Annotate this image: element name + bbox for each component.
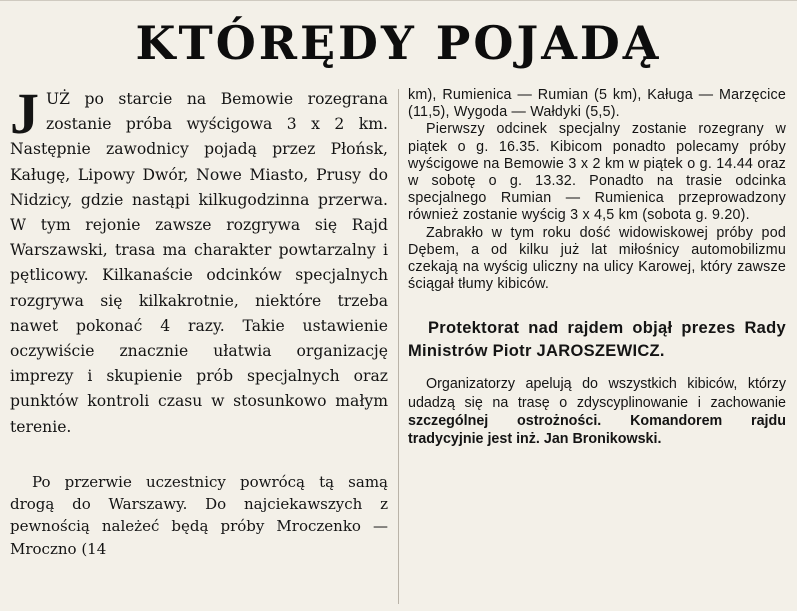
left-paragraph-1-text: UŻ po starcie na Bemowie rozegrana zostanie próba wyścigowa 3 x 2 km. Następnie zawodnicy pojadą przez Płońsk, Kaługę, Lipowy Dwór, Nowe Miasto, Prusy do Nidzicy, gdzie nastąpi kilkugodzinna przerwa. W tym rejonie zawsze rozgrywa się Rajd Warszawski, trasa ma charakter powtarzalny i pętlicowy. Kilkanaście odcinków specjalnych rozgrywa się kilkakrotnie, niektóre trzeba nawet pokonać 4 razy. Takie ustawienie oczywiście znacznie ułatwia organizację imprezy i skupienie prób specjalnych oraz punktów kontroli czasu w stosunkowo małym terenie. — [10, 90, 388, 436]
left-paragraph-1 — [10, 81, 388, 440]
organizatorzy-paragraph — [408, 375, 786, 448]
article-headline: KTÓRĘDY POJADĄ — [135, 16, 662, 70]
protektorat-paragraph: Protektorat nad rajdem objął prezes Rady Ministrów Piotr JAROSZEWICZ. — [408, 319, 786, 360]
organizatorzy-text: Organizatorzy apelują do wszystkich kibiców, którzy udadzą się na trasę o zdyscyplinowanie i zachowanie — [408, 376, 786, 411]
right-column — [408, 87, 786, 449]
left-paragraph-2: Po przerwie uczestnicy powrócą tą samą drogą do Warszawy. Do najciekawszych z pewnością należeć będą próby Mroczenko — Mroczno (14 — [10, 472, 388, 558]
drop-cap: J — [10, 81, 39, 146]
right-paragraph-1: Pierwszy odcinek specjalny zostanie rozegrany w piątek o g. 16.35. Kibicom ponadto polecamy próby wyścigowe na Bemowie 3 x 2 km w piątek o g. 14.44 oraz w sobotę o g. 13.32. Ponadto na trasie odcinka specjalnego Rumian — Rumienica przeprowadzony również zostanie wyścig 3 x 4,5 km (sobota g. 9.20). — [408, 121, 786, 224]
column-divider — [398, 89, 399, 604]
right-paragraph-2: Zabrakło w tym roku dość widowiskowej próby pod Dębem, a od kilku już lat miłośnicy automobilizmu czekają na wyścig uliczny na ulicy Karowej, który zawsze ściągał tłumy kibiców. — [408, 224, 786, 293]
organizatorzy-bold-text: szczególnej ostrożności. Komandorem rajdu tradycyjnie jest inż. Jan Bronikowski. — [408, 413, 786, 448]
left-column — [10, 81, 388, 560]
right-continuation: km), Rumienica — Rumian (5 km), Kaługa — Marzęcice (11,5), Wygoda — Wałdyki (5,5). — [408, 87, 786, 121]
